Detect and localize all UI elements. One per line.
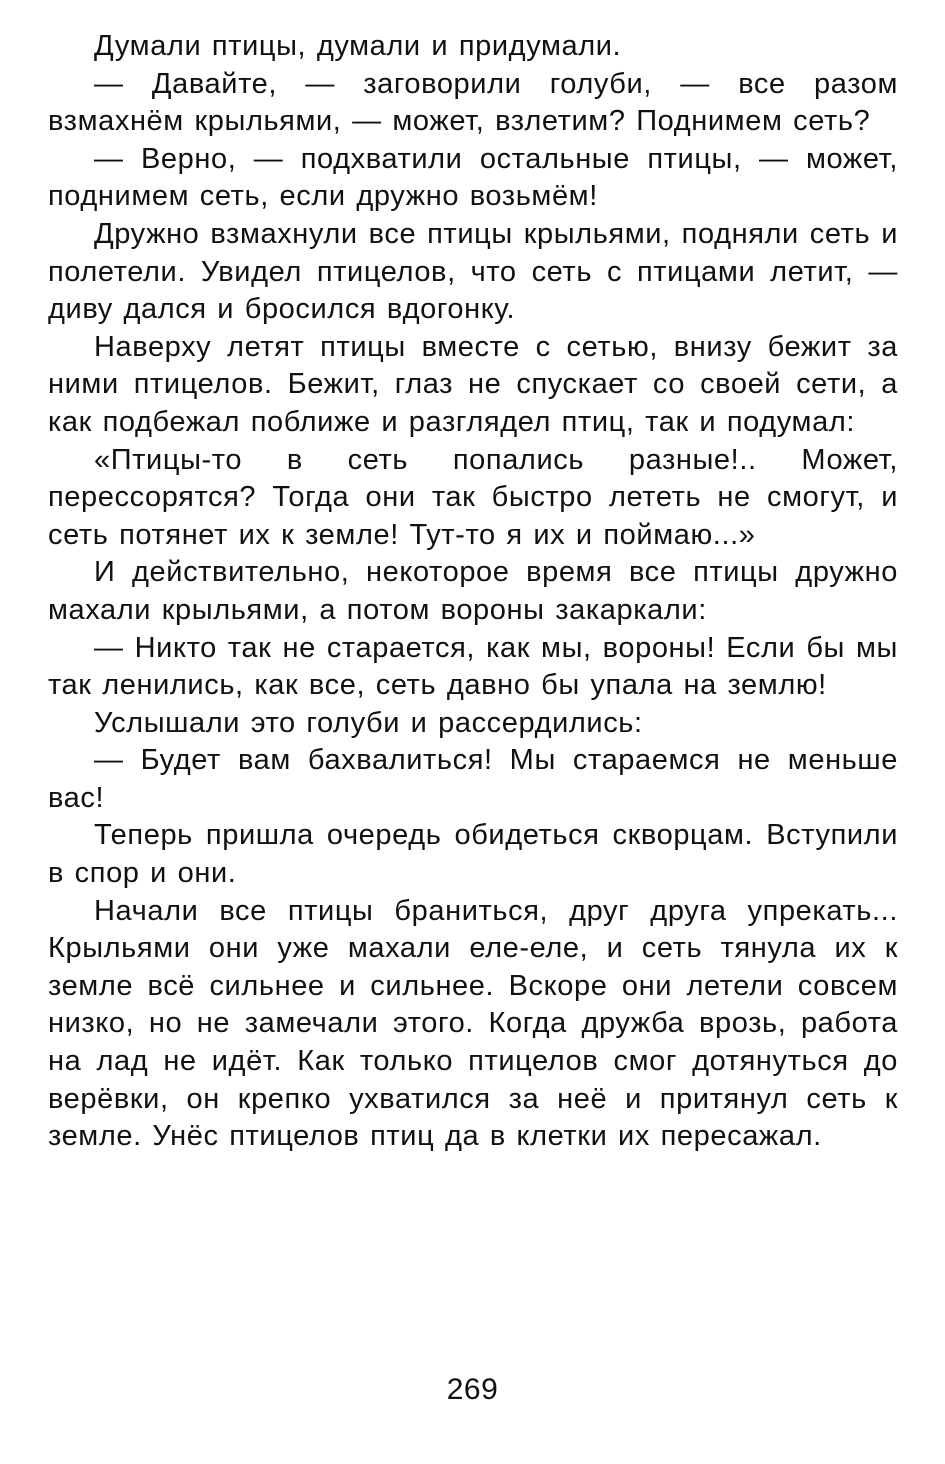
paragraph-7: И действительно, некоторое время все птицы дружно махали крыльями, а потом вороны закаркали: — [48, 556, 898, 626]
paragraph-1: Думали птицы, думали и придумали. — [94, 30, 622, 62]
paragraph-12: Начали все птицы браниться, друг друга упрекать... Крыльями они уже махали еле-еле, и сеть тянула их к земле всё сильнее и сильнее. Вскоре они летели совсем низко, но не замечали этого. Когда дружба врозь, работа на лад не идёт. Как только птицелов смог дотянуться до верёвки, он крепко ухватился за неё и притянул сеть к земле. Унёс птицелов птиц да в клетки их пересажал. — [48, 894, 898, 1153]
paragraph-2: — Давайте, — заговорили голуби, — все разом взмахнём крыльями, — может, взлетим? Поднимем сеть? — [48, 67, 898, 138]
page-number: 269 — [446, 1373, 499, 1406]
paragraph-6: «Птицы-то в сеть попались разные!.. Может, перессорятся? Тогда они так быстро лететь не смогут, и сеть потянет их к земле! Тут-то я их и поймаю...» — [48, 443, 898, 551]
paragraph-4: Дружно взмахнули все птицы крыльями, подняли сеть и полетели. Увидел птицелов, что сеть с птицами летит, — диву дался и бросился вдогонку. — [48, 217, 898, 326]
paragraph-11: Теперь пришла очередь обидеться скворцам. Вступили в спор и они. — [48, 819, 898, 890]
paragraph-3: — Верно, — подхватили остальные птицы, — может, поднимем сеть, если дружно возьмём! — [48, 142, 898, 213]
paragraph-10: — Будет вам бахвалиться! Мы стараемся не меньше вас! — [48, 744, 898, 814]
paragraph-5: Наверху летят птицы вместе с сетью, внизу бежит за ними птицелов. Бежит, глаз не спускает со своей сети, а как подбежал поближе и разглядел птиц, так и подумал: — [48, 330, 898, 438]
paragraph-8: — Никто так не старается, как мы, вороны! Если бы мы так ленились, как все, сеть давно бы упала на землю! — [48, 631, 898, 702]
paragraph-9: Услышали это голуби и рассердились: — [94, 706, 643, 739]
story-text — [48, 28, 898, 1156]
